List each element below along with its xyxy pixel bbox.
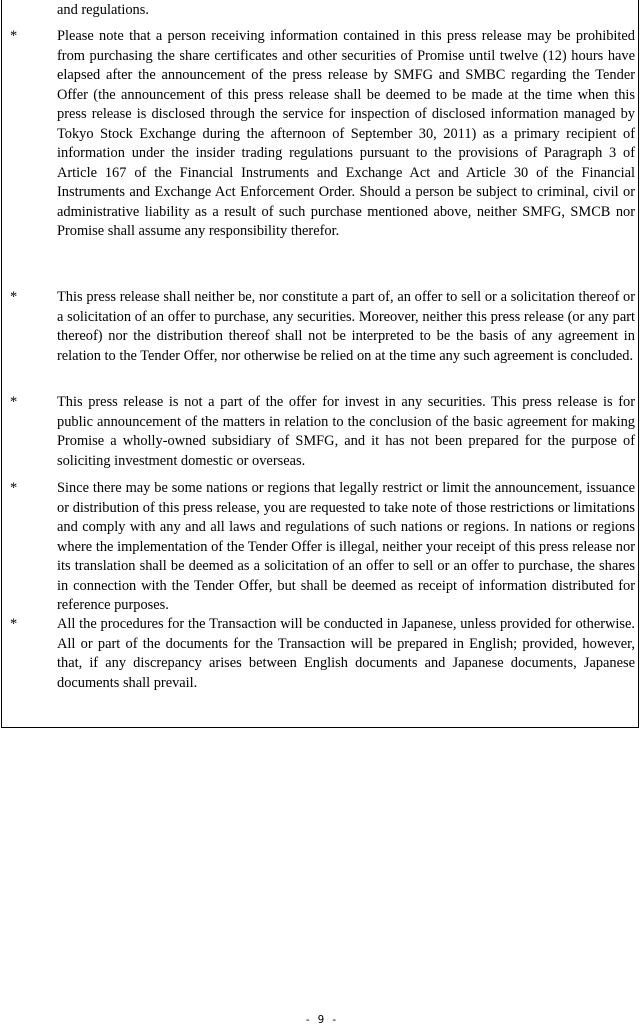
bullet-asterisk: *: [10, 394, 18, 410]
notice-text: All the procedures for the Transaction will be conducted in Japanese, unless provided for otherwise. All or part of the documents for the Transaction will be prepared in English; provided, however, that, if any discrepancy arises between English documents and Japanese documents, Japanese documents shall prevail.: [57, 616, 635, 691]
notice-text: Since there may be some nations or regions that legally restrict or limit the announcement, issuance or distribution of this press release, you are requested to take note of those restrictions or limitations and comply with any and all laws and regulations of such nations or regions. In nations or regions where the implementation of the Tender Offer is illegal, neither your receipt of this press release nor its translation shall be deemed as a solicitation of an offer to sell or an offer to purchase, the shares in connection with the Tender Offer, but shall be deemed as receipt of information distributed for reference purposes.: [57, 480, 635, 613]
continuation-text: and regulations.: [57, 2, 149, 18]
bullet-asterisk: *: [10, 480, 18, 496]
notice-text: Please note that a person receiving information contained in this press release may be prohibited from purchasing the share certificates and other securities of Promise until twelve (12) hours have elapsed after the announcement of the press release by SMFG and SMBC regarding the Tender Offer (the announcement of this press release shall be deemed to be made at the time when this press release is disclosed through the service for inspection of disclosed information managed by Tokyo Stock Exchange during the afternoon of September 30, 2011) as a primary recipient of information under the insider trading regulations pursuant to the provisions of Paragraph 3 of Article 167 of the Financial Instruments and Exchange Act and Article 30 of the Financial Instruments and Exchange Act Enforcement Order. Should a person be subject to criminal, civil or administrative liability as a result of such purchase mentioned above, neither SMFG, SMCB nor Promise shall assume any responsibility therefor.: [57, 28, 635, 239]
notice-text: This press release is not a part of the offer for invest in any securities. This press release is for public announcement of the matters in relation to the conclusion of the basic agreement for making Promise a wholly-owned subsidiary of SMFG, and it has not been prepared for the purpose of soliciting investment domestic or overseas.: [57, 394, 635, 469]
bullet-asterisk: *: [10, 289, 18, 305]
page-number: - 9 -: [304, 1013, 338, 1026]
bullet-asterisk: *: [10, 28, 18, 44]
notice-box: [1, 0, 639, 728]
notice-text: This press release shall neither be, nor constitute a part of, an offer to sell or a solicitation thereof or a solicitation of an offer to purchase, any securities. Moreover, neither this press release (or any part thereof) nor the distribution thereof shall not be interpreted to be the basis of any agreement in relation to the Tender Offer, nor otherwise be relied on at the time any such agreement is concluded.: [57, 289, 635, 364]
bullet-asterisk: *: [10, 616, 18, 632]
